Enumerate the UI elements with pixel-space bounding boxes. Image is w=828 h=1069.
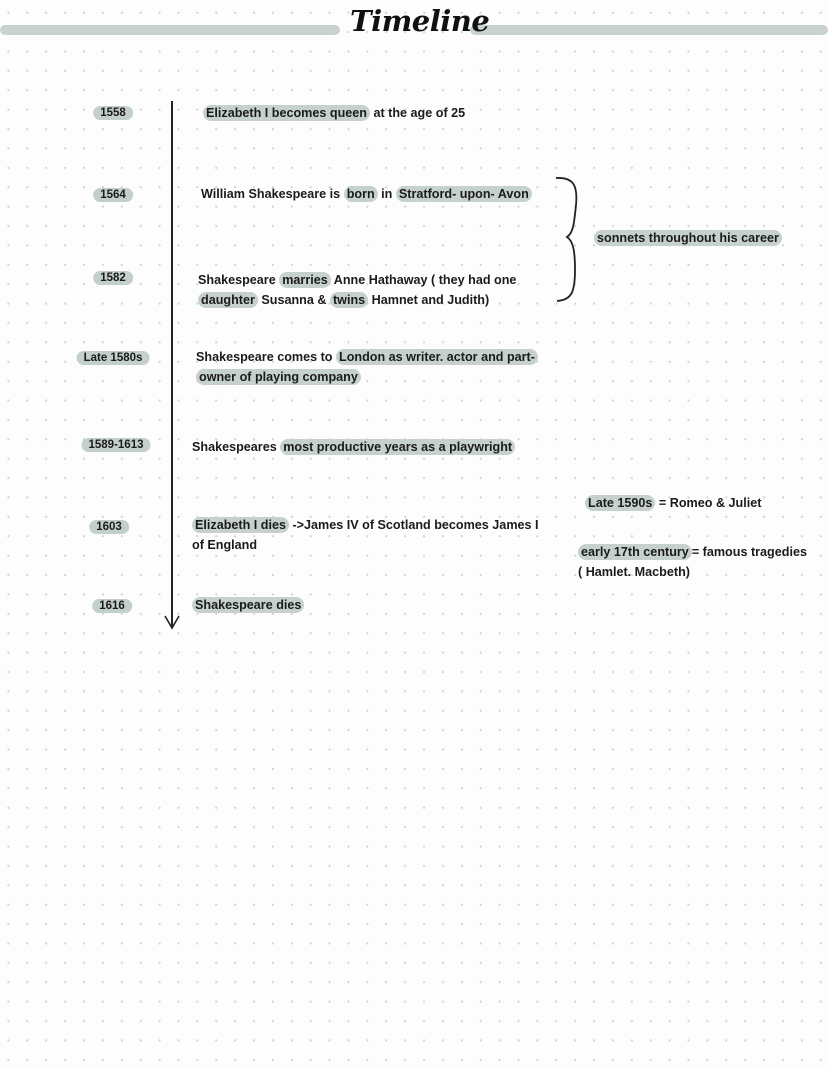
highlighted-text: early 17th century [578, 544, 692, 560]
curly-brace-icon [553, 175, 585, 305]
side-note-line [578, 565, 690, 579]
text: Susanna & [257, 292, 330, 307]
highlighted-text: marries [279, 272, 331, 288]
highlighted-text: owner of playing company [196, 369, 361, 385]
text: William Shakespeare is [201, 187, 344, 201]
highlighted-text: twins [330, 292, 368, 308]
side-note-line [594, 231, 782, 245]
text: Shakespeare comes to [196, 350, 337, 364]
event-description-line [192, 440, 515, 454]
year-badge: 1582 [93, 271, 133, 285]
event-description-line [196, 350, 538, 364]
title-bar-right [470, 25, 828, 35]
text: Hamnet and Judith) [368, 292, 490, 307]
text: at the age of 25 [369, 106, 466, 120]
highlighted-text: born [344, 186, 378, 202]
year-badge: 1558 [93, 106, 133, 120]
event-description-line [192, 598, 304, 612]
text: = Romeo & Juliet [655, 496, 762, 510]
timeline-axis [171, 101, 173, 627]
event-description-line [196, 370, 361, 384]
text: Shakespeares [192, 440, 281, 454]
text: ( Hamlet. Macbeth) [578, 564, 690, 579]
highlighted-text: London as writer. actor and part- [336, 349, 538, 365]
text: = famous tragedies [691, 545, 807, 559]
year-badge: 1589-1613 [82, 438, 151, 452]
event-description-line [198, 293, 489, 307]
arrow-down-icon [163, 612, 181, 630]
event-description-line [192, 538, 257, 552]
event-description-line [203, 106, 465, 120]
event-description-line [201, 187, 532, 201]
highlighted-text: daughter [198, 292, 258, 308]
year-badge: 1564 [93, 188, 133, 202]
text: ->James IV of Scotland becomes James I [288, 518, 539, 532]
title-bar-left [0, 25, 340, 35]
text: Shakespeare [198, 273, 280, 287]
highlighted-text: Late 1590s [585, 495, 655, 511]
highlighted-text: most productive years as a playwright [280, 439, 515, 455]
highlighted-text: Stratford- upon- Avon [396, 186, 532, 202]
page-title: Timeline [350, 4, 490, 38]
event-description-line [192, 518, 539, 532]
year-badge: 1603 [89, 520, 129, 534]
text: in [377, 187, 396, 201]
year-badge: Late 1580s [77, 351, 150, 365]
side-note-line [578, 545, 807, 559]
side-note-line [585, 496, 761, 510]
highlighted-text: sonnets throughout his career [594, 230, 782, 246]
text: of England [192, 537, 258, 552]
year-badge: 1616 [92, 599, 132, 613]
highlighted-text: Elizabeth I dies [192, 517, 289, 533]
text: Anne Hathaway ( they had one [330, 273, 517, 287]
highlighted-text: Elizabeth I becomes queen [203, 105, 370, 121]
highlighted-text: Shakespeare dies [192, 597, 304, 613]
event-description-line [198, 273, 516, 287]
